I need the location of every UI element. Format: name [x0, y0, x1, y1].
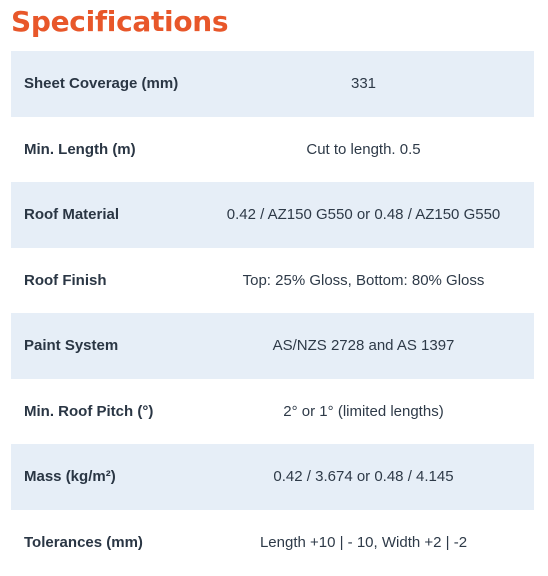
spec-value: 0.42 / 3.674 or 0.48 / 4.145	[273, 468, 454, 486]
spec-row-sheet-coverage	[11, 51, 534, 117]
spec-label: Roof Material	[24, 206, 120, 224]
spec-value: Cut to length. 0.5	[306, 140, 421, 158]
spec-value: 0.42 / AZ150 G550 or 0.48 / AZ150 G550	[226, 206, 501, 224]
spec-value: Length +10 | - 10, Width +2 | -2	[259, 533, 468, 551]
spec-label: Paint System	[24, 337, 119, 355]
spec-row-paint-system	[11, 313, 534, 379]
spec-row-tolerances	[11, 510, 534, 576]
specifications-table	[11, 51, 534, 575]
spec-label: Roof Finish	[24, 271, 107, 289]
page-title: Specifications	[11, 5, 229, 38]
spec-value: 331	[350, 75, 377, 93]
spec-row-min-roof-pitch	[11, 379, 534, 445]
spec-row-roof-finish	[11, 248, 534, 314]
spec-row-mass	[11, 444, 534, 510]
spec-row-min-length	[11, 117, 534, 183]
spec-label: Tolerances (mm)	[24, 533, 143, 551]
spec-value: AS/NZS 2728 and AS 1397	[272, 337, 455, 355]
spec-label: Sheet Coverage (mm)	[24, 75, 179, 93]
spec-value: Top: 25% Gloss, Bottom: 80% Gloss	[242, 271, 485, 289]
spec-label: Mass (kg/m²)	[24, 468, 116, 486]
spec-label: Min. Length (m)	[24, 140, 136, 158]
spec-label: Min. Roof Pitch (°)	[24, 402, 154, 420]
spec-row-roof-material	[11, 182, 534, 248]
spec-value: 2° or 1° (limited lengths)	[283, 402, 444, 420]
